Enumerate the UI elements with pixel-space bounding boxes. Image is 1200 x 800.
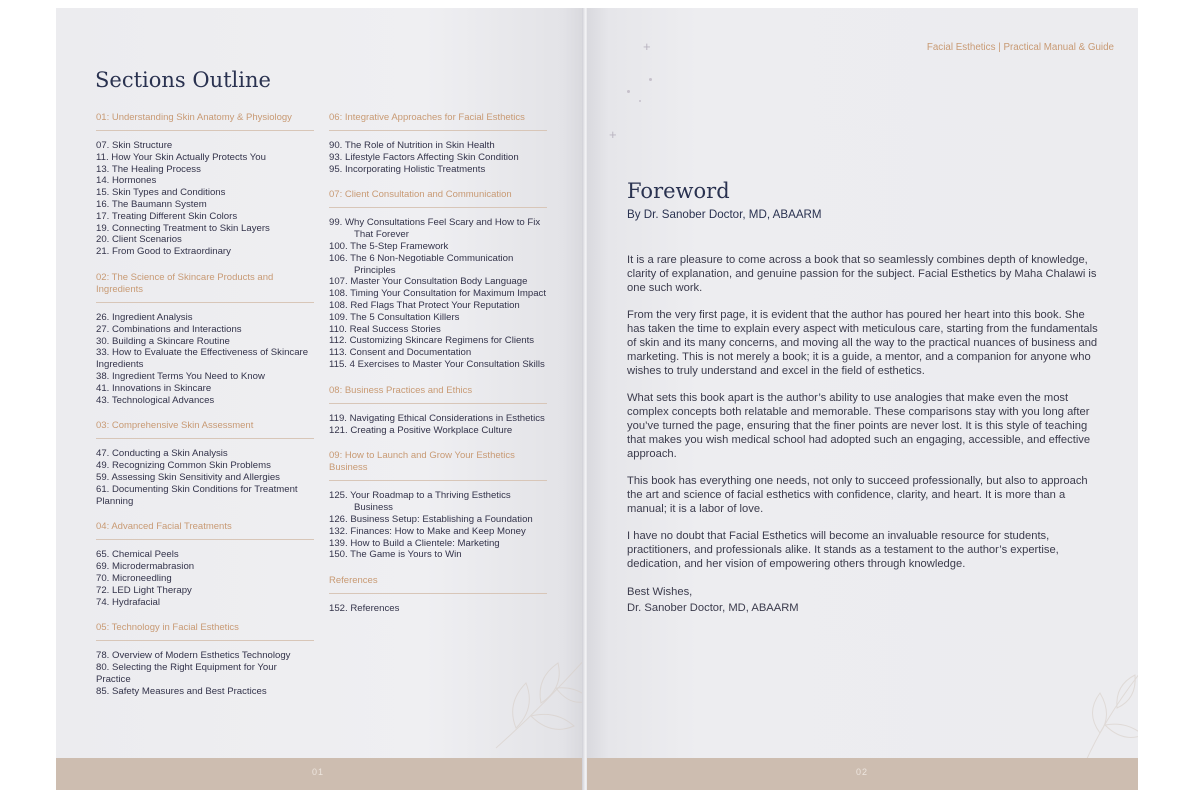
outline-item: 13. The Healing Process <box>96 163 201 175</box>
outline-item: 90. The Role of Nutrition in Skin Health <box>329 140 495 151</box>
foreword-byline: By Dr. Sanober Doctor, MD, ABAARM <box>627 208 822 221</box>
outline-section <box>329 385 547 437</box>
outline-item: 115. 4 Exercises to Master Your Consultation Skills <box>329 358 545 370</box>
outline-item: 59. Assessing Skin Sensitivity and Allergies <box>96 471 280 483</box>
outline-column-1 <box>96 112 314 712</box>
left-page <box>56 8 584 790</box>
outline-item: 93. Lifestyle Factors Affecting Skin Condition <box>329 151 519 163</box>
leaf-illustration-icon <box>486 648 584 758</box>
outline-item: 43. Technological Advances <box>96 394 215 406</box>
outline-section <box>96 272 314 406</box>
signoff: Best Wishes, <box>627 586 693 598</box>
outline-item: 99. Why Consultations Feel Scary and How to Fix That Forever <box>329 217 541 241</box>
outline-item: 38. Ingredient Terms You Need to Know <box>96 370 265 382</box>
outline-item: 108. Timing Your Consultation for Maximum Impact <box>329 288 547 300</box>
outline-item: 33. How to Evaluate the Effectiveness of Skincare Ingredients <box>96 347 309 371</box>
sparkle-dot <box>639 100 641 102</box>
sparkle-icon: + <box>609 127 617 142</box>
outline-item: 108. Red Flags That Protect Your Reputation <box>329 299 520 311</box>
outline-item: 132. Finances: How to Make and Keep Money <box>329 525 526 537</box>
section-title: 01: Understanding Skin Anatomy & Physiology <box>96 112 314 131</box>
outline-item: 27. Combinations and Interactions <box>96 323 242 335</box>
outline-section <box>329 189 547 370</box>
outline-item: 112. Customizing Skincare Regimens for Clients <box>329 335 535 347</box>
page-number: 02 <box>856 767 869 777</box>
outline-section <box>96 521 314 608</box>
outline-item: 49. Recognizing Common Skin Problems <box>96 460 271 472</box>
outline-item: 74. Hydrafacial <box>96 596 160 608</box>
outline-item: 152. References <box>329 603 400 615</box>
page-title: Sections Outline <box>95 68 271 92</box>
section-title: 09: How to Launch and Grow Your Esthetics Business <box>329 450 547 481</box>
foreword-paragraph: It is a rare pleasure to come across a book that so seamlessly combines depth of knowledge, clarity of explanation, and genuine passion for the subject. Facial Esthetics by Maha Chalawi is one such work. <box>627 254 1097 294</box>
outline-item: 95. Incorporating Holistic Treatments <box>329 163 486 175</box>
outline-item: 30. Building a Skincare Routine <box>96 335 230 347</box>
outline-section <box>329 112 547 175</box>
foreword-paragraph: What sets this book apart is the author’s ability to use analogies that make even the most complex concepts both relatable and memorable. These comparisons stay with you long after you’ve turned the page, ensuring that the finer points are never lost. It is this style of teaching that makes you wish medical school had adopted such an engaging, accessible, and effective approach. <box>627 392 1091 460</box>
outline-item: 47. Conducting a Skin Analysis <box>96 448 228 460</box>
sparkle-icon: + <box>643 39 651 54</box>
outline-item: 109. The 5 Consultation Killers <box>329 311 460 323</box>
outline-item: 78. Overview of Modern Esthetics Technology <box>96 650 291 662</box>
outline-item: 139. How to Build a Clientele: Marketing <box>329 537 500 549</box>
outline-item: 70. Microneedling <box>96 572 172 584</box>
outline-item: 80. Selecting the Right Equipment for Your Practice <box>96 662 277 685</box>
outline-item: 26. Ingredient Analysis <box>96 311 193 323</box>
section-title: 08: Business Practices and Ethics <box>329 385 547 404</box>
foreword-paragraph: I have no doubt that Facial Esthetics will become an invaluable resource for students, practitioners, and professionals alike. It stands as a testament to the author’s expertise, dedication, and her vision of empowering others through knowledge. <box>627 530 1059 570</box>
section-title: 02: The Science of Skincare Products and Ingredients <box>96 272 314 303</box>
outline-item: 14. Hormones <box>96 175 157 187</box>
outline-item: 150. The Game is Yours to Win <box>329 549 462 561</box>
section-title: 06: Integrative Approaches for Facial Esthetics <box>329 112 547 131</box>
book-spread <box>56 8 1138 790</box>
section-title: References <box>329 575 547 594</box>
outline-section <box>96 622 314 697</box>
outline-section <box>329 575 547 615</box>
outline-item: 21. From Good to Extraordinary <box>96 246 231 258</box>
outline-column-2 <box>329 112 547 629</box>
section-title: 04: Advanced Facial Treatments <box>96 521 314 540</box>
outline-item: 15. Skin Types and Conditions <box>96 187 226 199</box>
outline-item: 106. The 6 Non-Negotiable Communication Principles <box>329 252 514 276</box>
section-title: 03: Comprehensive Skin Assessment <box>96 420 314 439</box>
section-title: 05: Technology in Facial Esthetics <box>96 622 314 641</box>
right-page <box>587 8 1138 790</box>
foreword-paragraph: From the very first page, it is evident that the author has poured her heart into this book. She has taken the time to explain every aspect with meticulous care, starting from the fundamentals of skin and its many concerns, and moving all the way to the practical nuances of business and marketing. This is not merely a book; it is a guide, a mentor, and a companion for anyone who wishes to truly understand and excel in the field of esthetics. <box>627 309 1098 377</box>
outline-item: 110. Real Success Stories <box>329 323 441 335</box>
footer-band <box>56 758 584 790</box>
sparkle-dot <box>649 78 652 81</box>
outline-item: 07. Skin Structure <box>96 140 173 151</box>
section-title: 07: Client Consultation and Communication <box>329 189 547 208</box>
outline-item: 85. Safety Measures and Best Practices <box>96 685 267 697</box>
outline-item: 41. Innovations in Skincare <box>96 382 212 394</box>
outline-item: 72. LED Light Therapy <box>96 584 192 596</box>
outline-item: 17. Treating Different Skin Colors <box>96 210 238 222</box>
outline-item: 119. Navigating Ethical Considerations in Esthetics <box>329 412 545 424</box>
outline-item: 126. Business Setup: Establishing a Foundation <box>329 513 533 525</box>
outline-item: 121. Creating a Positive Workplace Culture <box>329 424 513 436</box>
outline-item: 61. Documenting Skin Conditions for Treatment Planning <box>96 483 298 507</box>
footer-band <box>587 758 1138 790</box>
outline-item: 113. Consent and Documentation <box>329 347 472 359</box>
page-number: 01 <box>312 767 325 777</box>
foreword-body <box>627 253 1102 616</box>
outline-section <box>329 450 547 561</box>
outline-item: 16. The Baumann System <box>96 198 207 210</box>
signature: Dr. Sanober Doctor, MD, ABAARM <box>627 602 799 614</box>
outline-section <box>96 420 314 507</box>
foreword-paragraph: This book has everything one needs, not only to succeed professionally, but also to approach the art and science of facial esthetics with confidence, clarity, and heart. It is more than a manual; it is a labor of love. <box>627 475 1088 515</box>
outline-item: 125. Your Roadmap to a Thriving Esthetics Business <box>329 490 511 514</box>
outline-item: 19. Connecting Treatment to Skin Layers <box>96 222 270 234</box>
outline-item: 20. Client Scenarios <box>96 234 182 246</box>
foreword-title: Foreword <box>627 179 730 203</box>
outline-item: 65. Chemical Peels <box>96 549 179 561</box>
outline-item: 100. The 5-Step Framework <box>329 240 449 252</box>
outline-item: 69. Microdermabrasion <box>96 561 195 573</box>
outline-item: 11. How Your Skin Actually Protects You <box>96 151 266 163</box>
running-head: Facial Esthetics | Practical Manual & Guide <box>926 42 1114 53</box>
outline-item: 107. Master Your Consultation Body Language <box>329 276 528 288</box>
outline-section <box>96 112 314 258</box>
sparkle-dot <box>627 90 630 93</box>
leaf-illustration-icon <box>1065 663 1138 763</box>
